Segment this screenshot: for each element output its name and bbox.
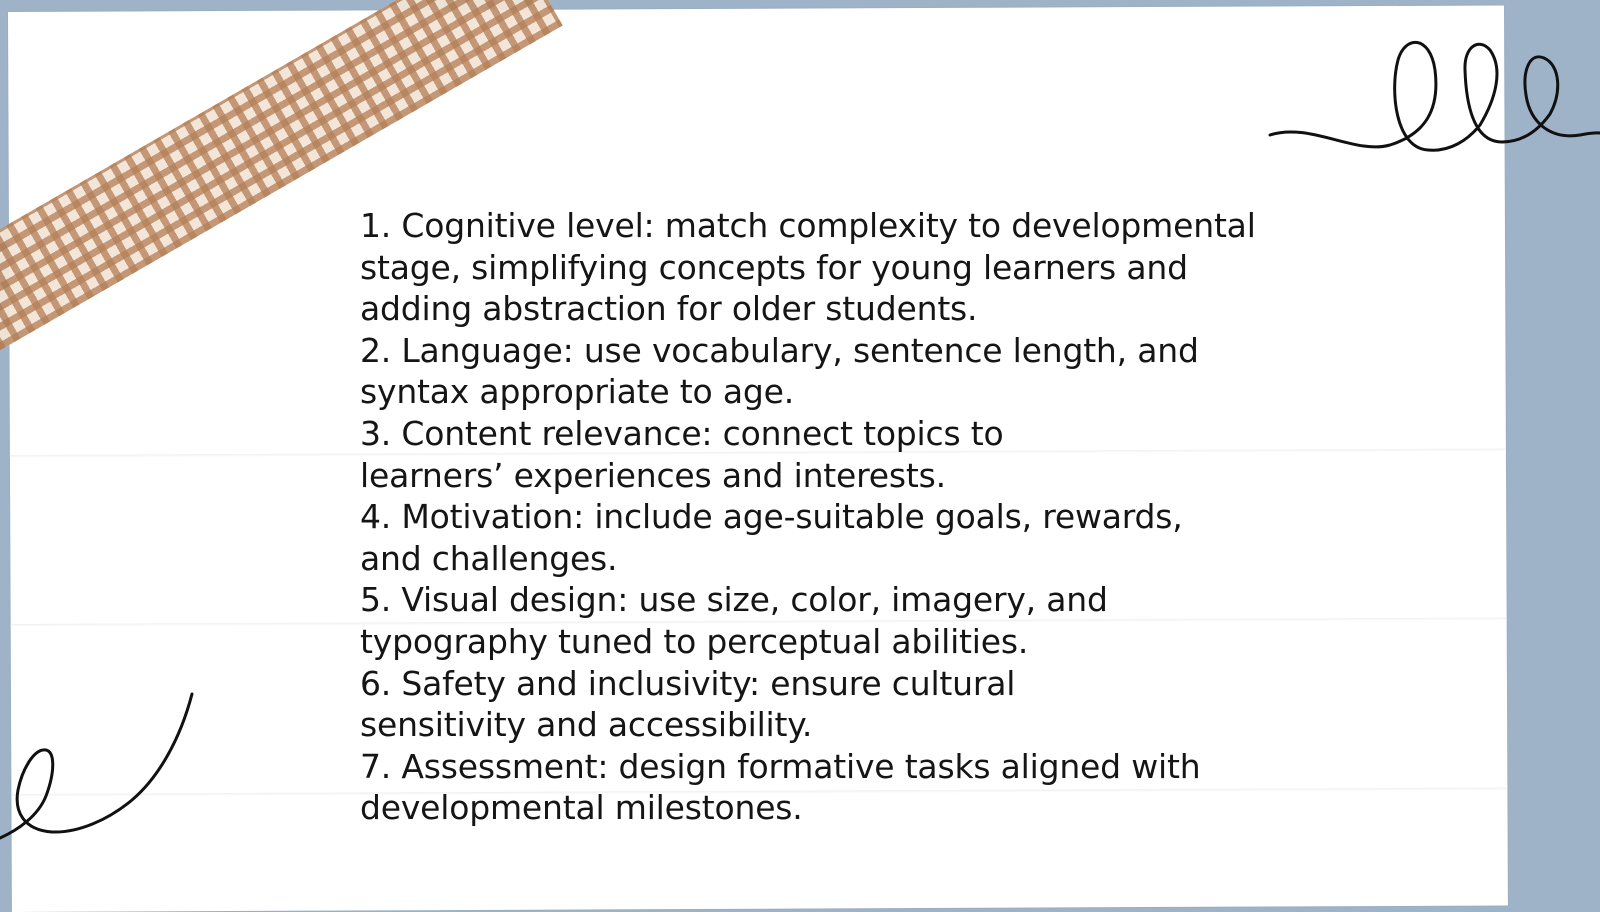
list-item: 1. Cognitive level: match complexity to developmental stage, simplifying concepts for young learners and adding abstraction for older students. <box>360 206 1256 329</box>
list-item: 6. Safety and inclusivity: ensure cultural sensitivity and accessibility. <box>360 663 1016 745</box>
list-item: 3. Content relevance: connect topics to learners’ experiences and interests. <box>360 413 1004 495</box>
list-item: 7. Assessment: design formative tasks aligned with developmental milestones. <box>360 746 1201 828</box>
criteria-list <box>360 205 1260 829</box>
list-item: 4. Motivation: include age-suitable goals, rewards, and challenges. <box>360 497 1183 578</box>
list-item: 5. Visual design: use size, color, imagery, and typography tuned to perceptual abilities. <box>360 580 1108 661</box>
loop-check-icon <box>0 690 200 850</box>
criteria-text-block <box>360 205 1260 829</box>
list-item: 2. Language: use vocabulary, sentence length, and syntax appropriate to age. <box>360 330 1199 412</box>
loop-squiggle-icon <box>1290 30 1600 170</box>
